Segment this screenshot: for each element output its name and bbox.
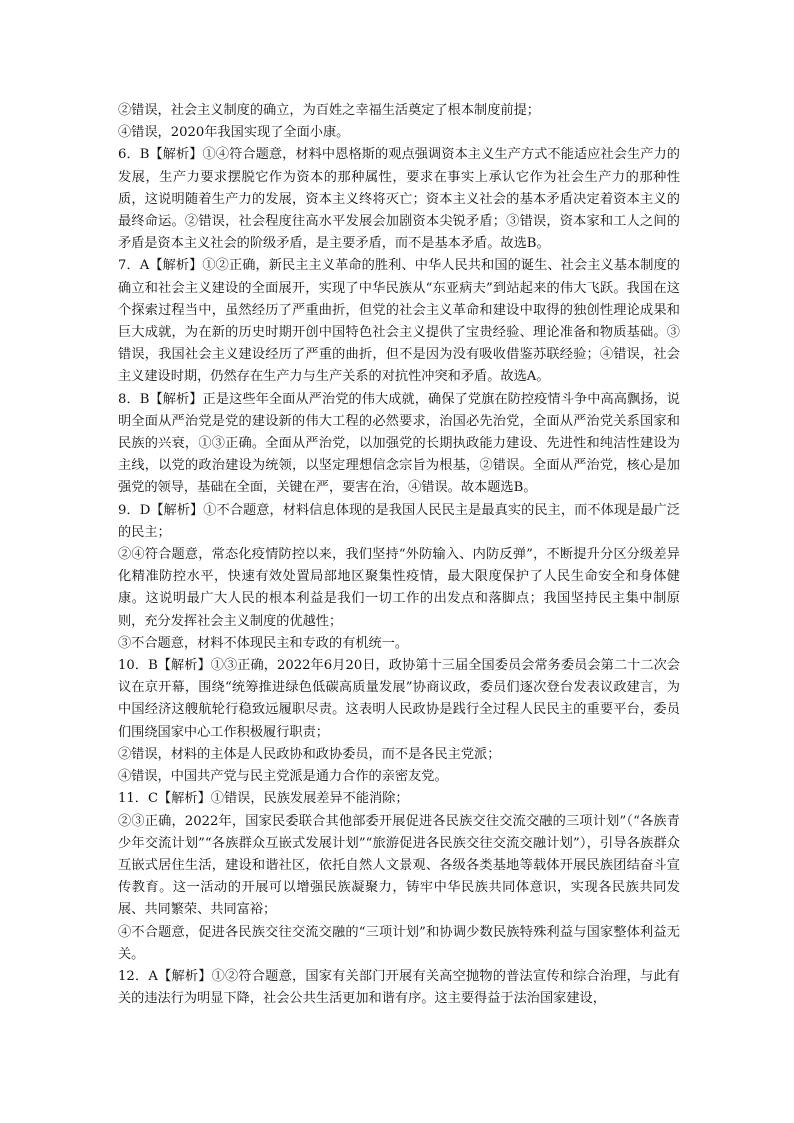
paragraph-q9-item3: ③不合题意，材料不体现民主和专政的有机统一。 — [118, 635, 409, 651]
paragraph-q9-item1: 9．D【解析】①不合题意，材料信息体现的是我国人民民主是最真实的民主，而不体现是最广泛的民主； — [118, 502, 680, 540]
paragraph-q11-item4: ④不合题意，促进各民族交往交流交融的“三项计划”和协调少数民族特殊利益与国家整体利益无关。 — [118, 924, 680, 962]
paragraph-q9-item24: ②④符合题意，常态化疫情防控以来，我们坚持“外防输入、内防反弹”，不断提升分区分级差异化精准防控水平，快速有效处置局部地区聚集性疫情，最大限度保护了人民生命安全和身体健康。这说明最广大人民的根本利益是我们一切工作的出发点和落脚点；我国坚持民主集中制原则，充分发挥社会主义制度的优越性； — [118, 547, 680, 629]
paragraph-q6: 6．B【解析】①④符合题意，材料中恩格斯的观点强调资本主义生产方式不能适应社会生产力的发展，生产力要求摆脱它作为资本的那种属性，要求在事实上承认它作为社会生产力的那种性质，这说明随着生产力的发展，资本主义终将灭亡；资本主义社会的基本矛盾决定着资本主义的最终命运。②错误，社会程度往高水平发展会加剧资本尖锐矛盾；③错误，资本家和工人之间的矛盾是资本主义社会的阶级矛盾，是主要矛盾，而不是基本矛盾。故选B。 — [118, 147, 680, 252]
paragraph-q7: 7．A【解析】①②正确，新民主主义革命的胜利、中华人民共和国的诞生、社会主义基本制度的确立和社会主义建设的全面展开，实现了中华民族从“东亚病夫”到站起来的伟大飞跃。我国在这个探索过程当中，虽然经历了严重曲折，但党的社会主义革命和建设中取得的独创性理论成果和巨大成就，为在新的历史时期开创中国特色社会主义提供了宝贵经验、理论准备和物质基础。③错误，我国社会主义建设经历了严重的曲折，但不是因为没有吸收借鉴苏联经验；④错误，社会主义建设时期，仍然存在生产力与生产关系的对抗性冲突和矛盾。故选A。 — [118, 258, 680, 385]
paragraph-q12: 12．A【解析】①②符合题意，国家有关部门开展有关高空抛物的普法宣传和综合治理，与此有关的违法行为明显下降，社会公共生活更加和谐有序。这主要得益于法治国家建设， — [118, 968, 680, 1007]
paragraph-q8: 8．B【解析】正是这些年全面从严治党的伟大成就，确保了党旗在防控疫情斗争中高高飘扬，说明全面从严治党是党的建设新的伟大工程的必然要求，治国必先治党，全面从严治党关系国家和民族的兴衰，①③正确。全面从严治党，以加强党的长期执政能力建设、先进性和纯洁性建设为主线，以党的政治建设为统领，以坚定理想信念宗旨为根基，②错误。全面从严治党，核心是加强党的领导，基础在全面，关键在严，要害在治，④错误。故本题选B。 — [118, 391, 680, 496]
paragraph-q10-item13: 10．B【解析】①③正确，2022年6月20日，政协第十三届全国委员会常务委员会第二十二次会议在京开幕，围绕“统筹推进绿色低碳高质量发展”协商议政，委员们逐次登台发表议政建言，为中国经济这艘航轮行稳致远履职尽责。这表明人民政协是践行全过程人民民主的重要平台，委员们围绕国家中心工作积极履行职责； — [118, 658, 680, 740]
paragraph-q10-item2: ②错误，材料的主体是人民政协和政协委员，而不是各民主党派； — [118, 746, 501, 762]
answer-explanations-page — [118, 100, 680, 1010]
paragraph-q11-item1: 11．C【解析】①错误，民族发展差异不能消除； — [118, 791, 409, 807]
paragraph-q10-item4: ④错误，中国共产党与民主党派是通力合作的亲密友党。 — [118, 769, 448, 785]
paragraph-q5-item2: ②错误，社会主义制度的确立，为百姓之幸福生活奠定了根本制度前提； — [118, 103, 540, 118]
paragraph-q11-item23: ②③正确，2022年，国家民委联合其他部委开展促进各民族交往交流交融的三项计划”（“各族青少年交流计划”“各族群众互嵌式发展计划”“旅游促进各民族交往交流交融计划”），引导各族群众互嵌式居住生活，建设和谐社区，依托自然人文景观、各级各类基地等载体开展民族团结奋斗宣传教育。这一活动的开展可以增强民族凝聚力，铸牢中华民族共同体意识，实现各民族共同发展、共同繁荣、共同富裕； — [118, 813, 680, 918]
paragraph-q5-item4: ④错误，2020年我国实现了全面小康。 — [118, 125, 350, 141]
